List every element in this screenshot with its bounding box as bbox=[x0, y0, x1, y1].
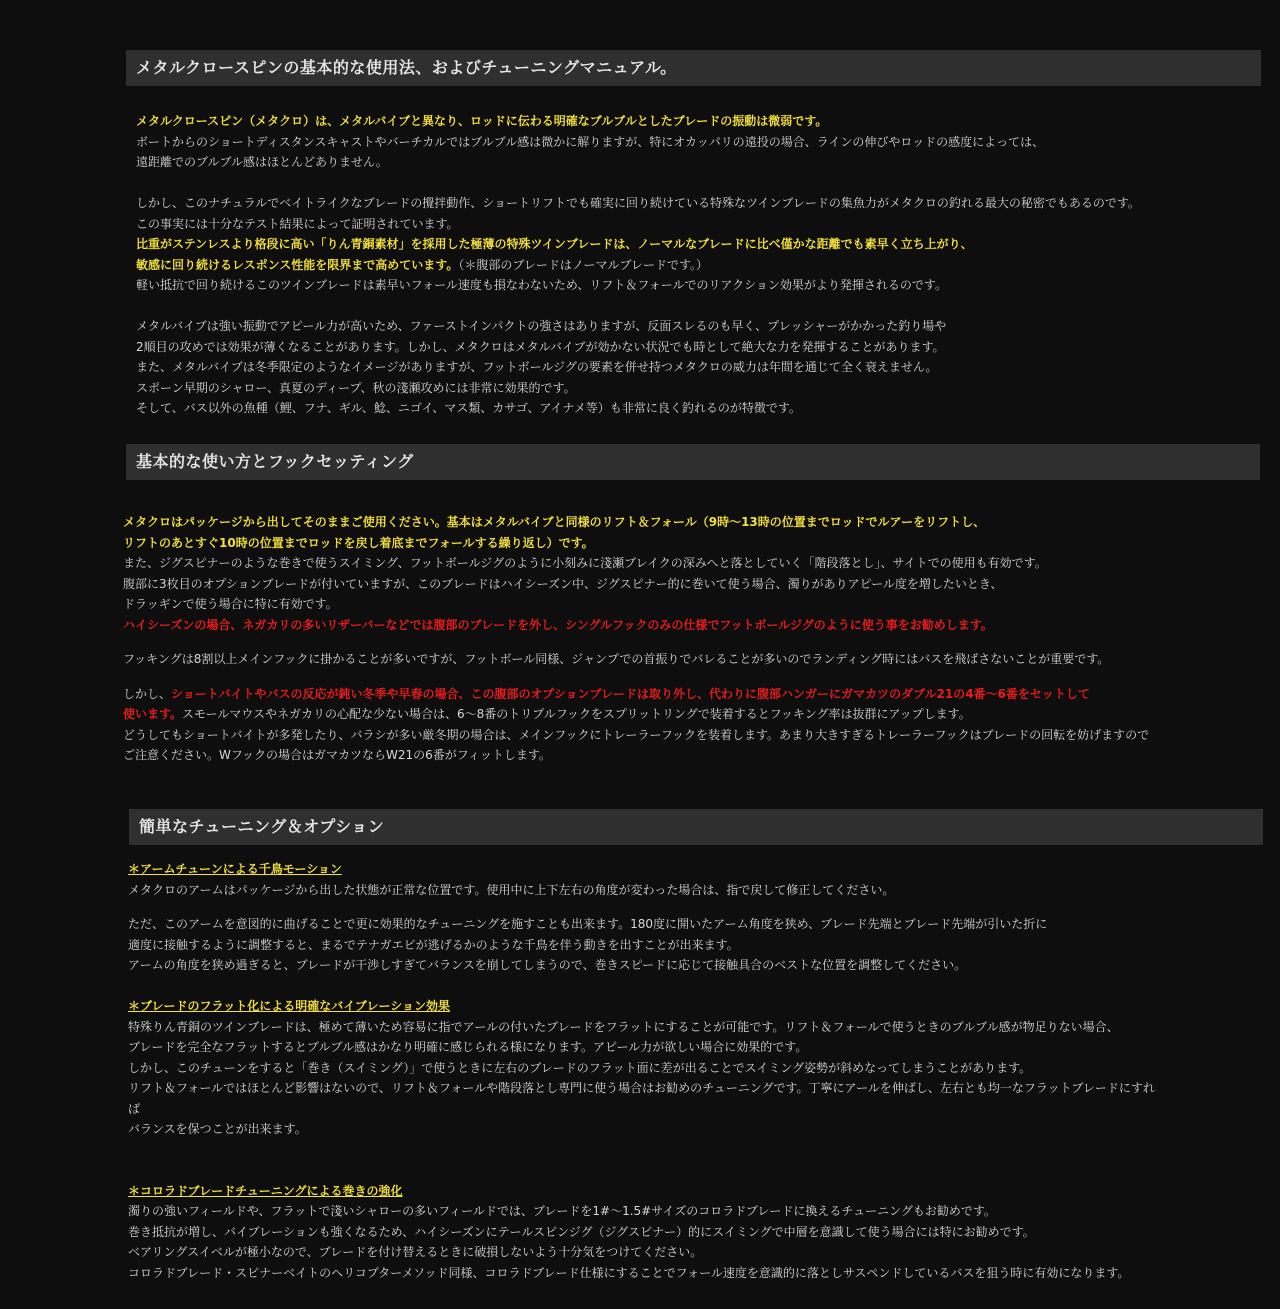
paragraph-line: スポーン早期のシャロー、真夏のディープ、秋の淺瀬攻めには非常に効果的です。 bbox=[136, 380, 576, 395]
section-heading-basic-usage: メタルクロースピンの基本的な使用法、およびチューニングマニュアル。 bbox=[126, 50, 1261, 86]
section-body-tuning-options bbox=[128, 859, 1155, 1283]
paragraph-line bbox=[136, 255, 1140, 276]
highlight-text: メタルクロースピン（メタクロ）は、メタルバイブと異なり、ロッドに伝わる明確なブルブルとしたブレードの振動は微弱です。 bbox=[136, 114, 828, 128]
warning-text: 使います。 bbox=[123, 707, 183, 721]
paragraph-prefix: しかし、 bbox=[123, 686, 172, 701]
paragraph-line: ベアリングスイベルが極小なので、ブレードを付け替えるときに破損しないよう十分気をつけてください。 bbox=[128, 1245, 703, 1259]
paragraph-line: メタクロのアームはパッケージから出した状態が正常な位置です。使用中に上下左右の角度が変わった場合は、指で戻して修正してください。 bbox=[128, 882, 895, 897]
paragraph-line: また、ジグスピナーのような巻きで使うスイミング、フットボールジグのように小刻みに淺瀬ブレイクの深みへと落としていく「階段落とし」、サイトでの使用も有効です。 bbox=[123, 556, 1047, 570]
paragraph-line: ご注意ください。Wフックの場合はガマカツならW21の6番がフィットします。 bbox=[123, 748, 551, 762]
paragraph-line: 遠距離でのブルブル感はほとんどありません。 bbox=[136, 155, 388, 169]
paragraph-line: フッキングは8割以上メインフックに掛かることが多いですが、フットボール同様、ジャンプでの首振りでバレることが多いのでランディング時にはバスを飛ばさないことが重要です。 bbox=[123, 652, 1110, 666]
section-heading-hook-setting: 基本的な使い方とフックセッティング bbox=[126, 444, 1260, 480]
paragraph-line: そして、バス以外の魚種（鯉、フナ、ギル、鯰、ニゴイ、マス類、カサゴ、アイナメ等）も非常に良く釣れるのが特徴です。 bbox=[136, 401, 801, 415]
paragraph-line: 巻き抵抗が増し、バイブレーションも強くなるため、ハイシーズンにテールスピンジグ（ジグスピナー）的にスイミングで中層を意識して使う場合には特にお勧めです。 bbox=[128, 1224, 1035, 1239]
paragraph-line: ドラッギンで使う場合に特に有効です。 bbox=[123, 597, 338, 611]
paragraph-line: ボートからのショートディスタンスキャストやバーチカルではブルブル感は微かに解りますが、特にオカッパリの遠投の場合、ラインの伸びやロッドの感度によっては、 bbox=[136, 134, 1045, 149]
paragraph-line: しかし、このチューンをすると「巻き（スイミング）」で使うときに左右のブレードのフラット面に差が出ることでスイミング姿勢が斜めなってしまうことがあります。 bbox=[128, 1060, 1032, 1075]
paragraph-line: 腹部に3枚目のオプションブレードが付いていますが、このブレードはハイシーズン中、ジグスピナー的に巻いて使う場合、濁りがありアピール度を増したいとき、 bbox=[123, 576, 1003, 591]
section-body-hook-setting bbox=[123, 512, 1149, 766]
highlight-text: 敏感に回り続けるレスポンス性能を限界まで高めています。 bbox=[136, 257, 459, 272]
paragraph-line: ただ、このアームを意図的に曲げることで更に効果的なチューニングを施すことも出来ます。180度に開いたアーム角度を狭め、ブレード先端とブレード先端が引いた折に bbox=[128, 917, 1048, 931]
paragraph-line: どうしてもショートバイトが多発したり、バラシが多い厳冬期の場合は、メインフックにトレーラーフックを装着します。あまり大きすぎるトレーラーフックはブレードの回転を妨げますので bbox=[123, 727, 1150, 742]
paragraph-line: また、メタルバイブは冬季限定のようなイメージがありますが、フットボールジグの要素を併せ持つメタクロの威力は年間を通じて全く衰えません。 bbox=[136, 360, 938, 374]
subheading-colorado-blade: ＊コロラドブレードチューニングによる巻きの強化 bbox=[128, 1183, 403, 1198]
paragraph-line: 特殊りん青銅のツインブレードは、極めて薄いため容易に指でアールの付いたブレードをフラットにすることが可能です。リフト＆フォールで使うときのブルブル感が物足りない場合、 bbox=[128, 1019, 1119, 1034]
paragraph-line: ば bbox=[128, 1101, 141, 1116]
paragraph-line: リフト＆フォールではほとんど影響はないので、リフト＆フォールや階段落とし専門に使う場合はお勧めのチューニングです。丁寧にアールを伸ばし、左右とも均一なフラットブレードにすれ bbox=[128, 1081, 1155, 1095]
highlight-text: リフトのあとすぐ10時の位置までロッドを戻し着底までフォールする繰り返し）です。 bbox=[123, 535, 594, 550]
paragraph-line: 濁りの強いフィールドや、フラットで淺いシャローの多いフィールドでは、ブレードを1#～1.5#サイズのコロラドブレードに換えるチューニングもお勧めです。 bbox=[128, 1204, 996, 1218]
paragraph-text: スモールマウスやネガカリの心配な少ない場合は、6～8番のトリプルフックをスプリットリングで装着するとフッキング率は抜群にアップします。 bbox=[182, 707, 971, 721]
paragraph-line: ブレードを完全なフラットするとブルブル感はかなり明確に感じられる様になります。アピール力が欲しい場合に効果的です。 bbox=[128, 1040, 808, 1054]
warning-text: ハイシーズンの場合、ネガカリの多いリザーバーなどでは腹部のブレードを外し、シングルフックのみの仕様でフットボールジグのように使う事をお勧めします。 bbox=[123, 617, 993, 632]
warning-text: ショートバイトやバスの反応が鈍い冬季や早春の場合、この腹部のオプションブレードは取り外し、代わりに腹部ハンガーにガマカツのダブル21の4番～6番をセットして bbox=[171, 686, 1090, 701]
paragraph-line: コロラドブレード・スピナーベイトのヘリコプターメソッド同様、コロラドブレード仕様にすることでフォール速度を意識的に落としサスペンドしているバスを狙う時に有効になります。 bbox=[128, 1265, 1130, 1280]
paragraph-line: 2順目の攻めでは効果が薄くなることがあります。しかし、メタクロはメタルバイブが効かない状況でも時として絶大な力を発揮することがあります。 bbox=[136, 339, 945, 354]
paragraph-line bbox=[123, 704, 1149, 725]
paragraph-line: メタルバイブは強い振動でアピール力が高いため、ファーストインパクトの強さはありますが、反面スレるのも早く、プレッシャーがかかった釣り場や bbox=[136, 319, 947, 333]
highlight-text: メタクロはパッケージから出してそのままご使用ください。基本はメタルバイブと同様のリフト＆フォール（9時～13時の位置までロッドでルアーをリフトし、 bbox=[123, 515, 986, 529]
paragraph-line: アームの角度を狭め過ぎると、ブレードが干渉しすぎてバランスを崩してしまうので、巻きスピードに応じて接触具合のベストな位置を調整してください。 bbox=[128, 958, 967, 972]
paragraph-line: 軽い抵抗で回り続けるこのツインブレードは素早いフォール速度も損なわないため、リフト＆フォールでのリアクション効果がより発揮されるのです。 bbox=[136, 278, 947, 292]
subheading-arm-tune: ＊アームチューンによる千鳥モーション bbox=[128, 862, 342, 876]
subheading-blade-flat: ＊ブレードのフラット化による明確なバイブレーション効果 bbox=[128, 999, 450, 1013]
paragraph-line: バランスを保つことが出来ます。 bbox=[128, 1122, 307, 1136]
paragraph-line: この事実には十分なテスト結果によって証明されています。 bbox=[136, 216, 459, 231]
section-heading-tuning-options: 簡単なチューニング＆オプション bbox=[129, 809, 1263, 845]
paragraph-line: しかし、このナチュラルでベイトライクなブレードの攪拌動作、ショートリフトでも確実に回り続けている特殊なツインブレードの集魚力がメタクロの釣れる最大の秘密でもあるのです。 bbox=[136, 196, 1140, 210]
highlight-text: 比重がステンレスより格段に高い「りん青銅素材」を採用した極薄の特殊ツインブレードは、ノーマルなブレードに比べ僅かな距離でも素早く立ち上がり、 bbox=[136, 237, 973, 251]
paragraph-line: 適度に接触するように調整すると、まるでテナガエビが逃げるかのような千鳥を伴う動きを出すことが出来ます。 bbox=[128, 937, 739, 952]
paragraph-line bbox=[123, 684, 1149, 705]
note-text: （＊腹部のブレードはノーマルブレードです。） bbox=[458, 257, 709, 272]
section-body-basic-usage bbox=[136, 111, 1140, 419]
